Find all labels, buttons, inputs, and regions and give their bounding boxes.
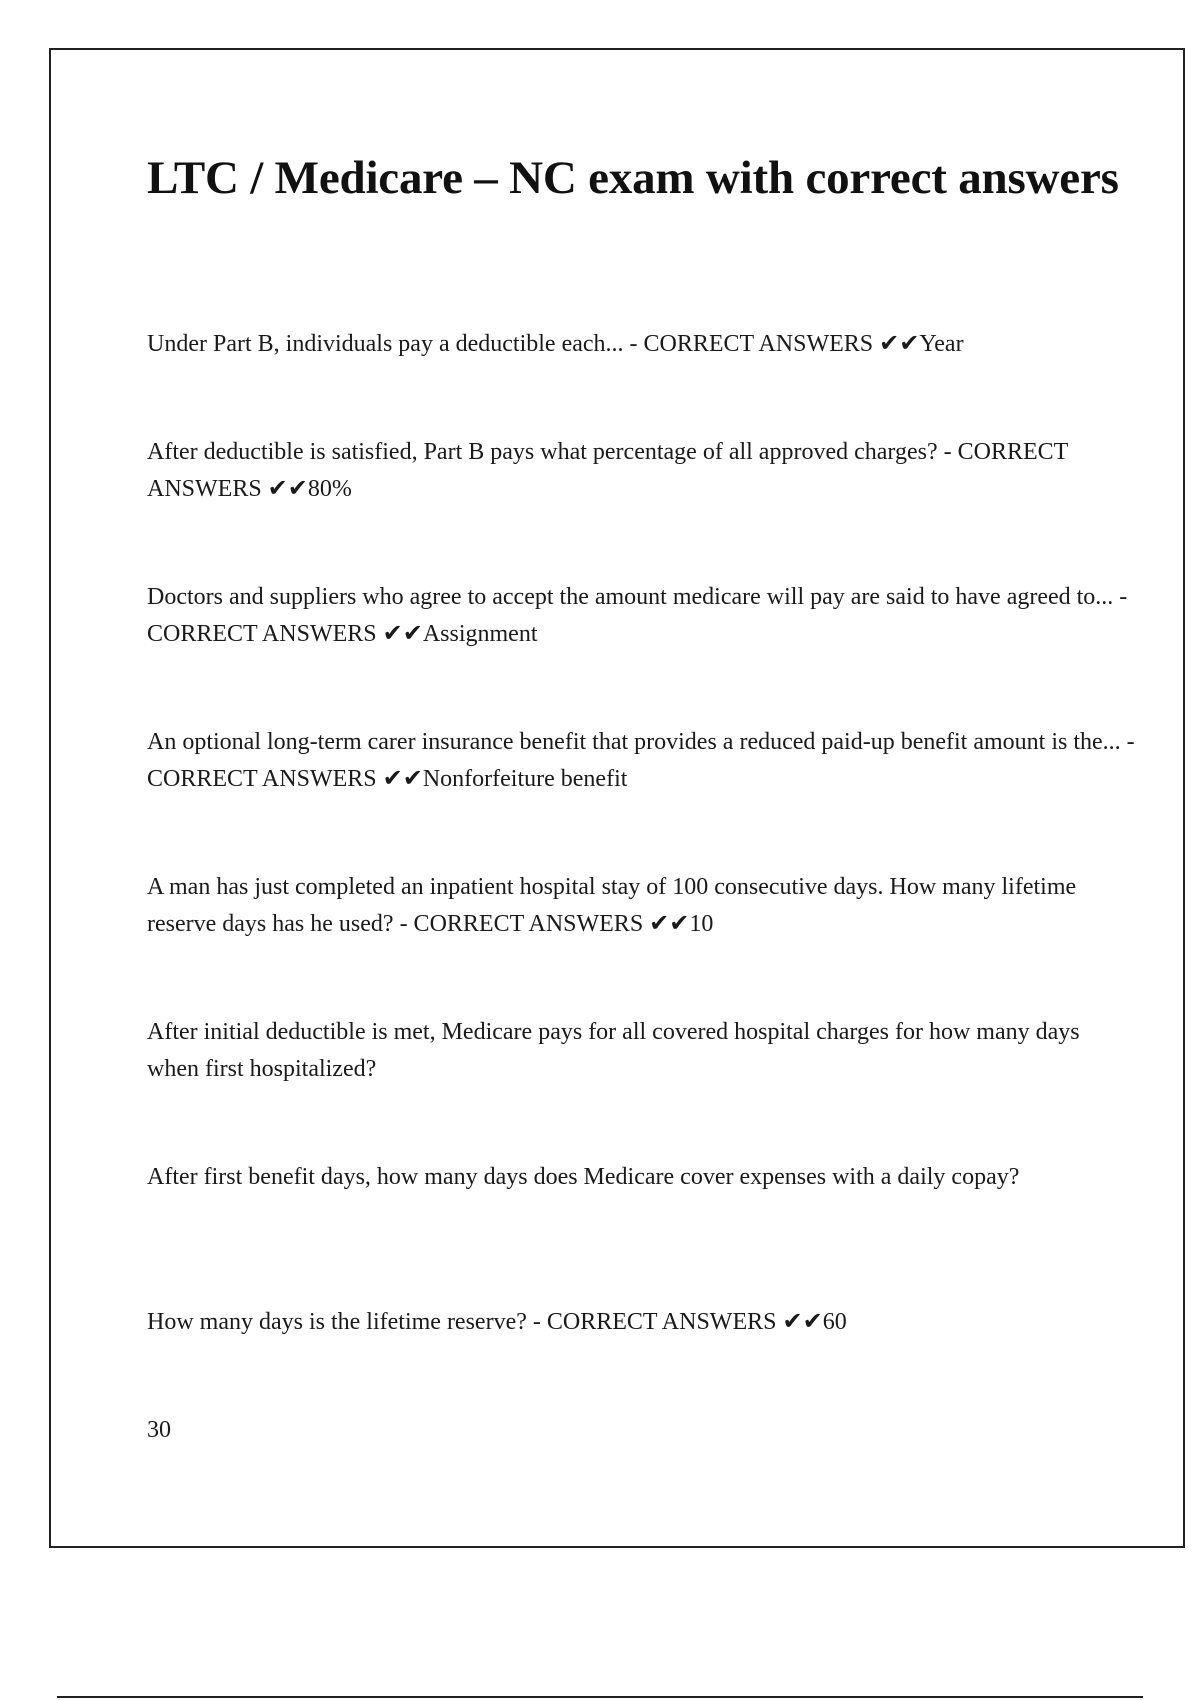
qa-item-5: A man has just completed an inpatient hospital stay of 100 consecutive days. How many lifetime reserve days has he used? - CORRECT ANSWERS ✔✔10 <box>147 874 1077 937</box>
page-content <box>147 150 1137 1443</box>
page-frame <box>49 48 1185 1548</box>
qa-item-1: Under Part B, individuals pay a deductible each... - CORRECT ANSWERS ✔✔Year <box>147 331 964 357</box>
qa-item-8: How many days is the lifetime reserve? - CORRECT ANSWERS ✔✔60 <box>147 1309 847 1335</box>
qa-item-4: An optional long-term carer insurance benefit that provides a reduced paid-up benefit amount is the... - CORRECT ANSWERS ✔✔Nonforfeiture benefit <box>147 729 1135 792</box>
qa-item-9: 30 <box>147 1417 171 1443</box>
qa-item-7: After first benefit days, how many days does Medicare cover expenses with a daily copay? <box>147 1164 1020 1190</box>
qa-item-2: After deductible is satisfied, Part B pays what percentage of all approved charges? - CORRECT ANSWERS ✔✔80% <box>147 439 1068 502</box>
document-title: LTC / Medicare – NC exam with correct answers <box>147 152 1119 204</box>
footer-divider <box>57 1696 1143 1698</box>
qa-item-6: After initial deductible is met, Medicare pays for all covered hospital charges for how many days when first hospitalized? <box>147 1019 1080 1082</box>
qa-item-3: Doctors and suppliers who agree to accept the amount medicare will pay are said to have agreed to... - CORRECT ANSWERS ✔✔Assignment <box>147 584 1128 647</box>
